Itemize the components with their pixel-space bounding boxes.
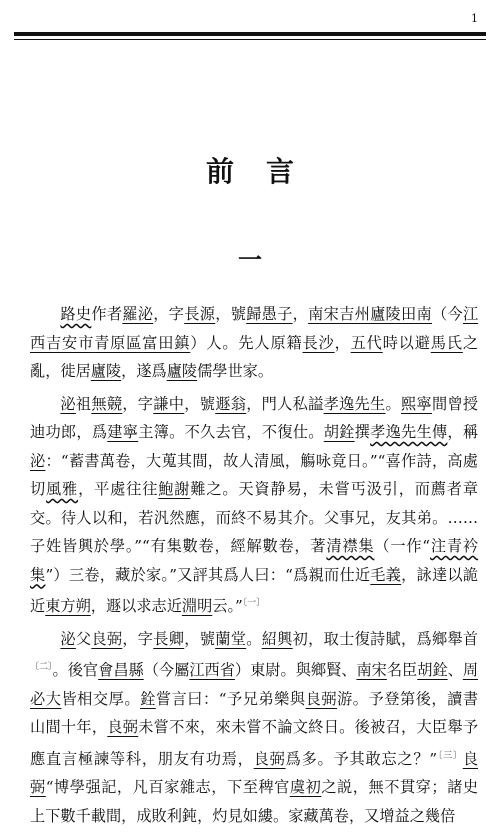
proper-name: 蘭堂: [215, 629, 247, 648]
proper-name: 馬氏: [430, 333, 463, 352]
text-run: ，平處往往: [78, 480, 159, 498]
proper-name: 胡銓: [323, 423, 355, 441]
proper-name: 鮑: [158, 480, 175, 498]
text-run: 難之。天資静易，未嘗丐汲引，而薦者章交。待人以和，若汎然應，而終不易其介。父事兄，友其弟。……子姓皆興於學。”“有集數卷，經解數卷，著: [30, 480, 479, 555]
book-title: 路史: [60, 305, 92, 323]
proper-name: 田南: [401, 305, 432, 323]
paragraph: [30, 390, 478, 621]
proper-name: 歸愚子: [246, 305, 293, 323]
proper-name: 南宋: [356, 661, 387, 680]
proper-name: 東方朔: [45, 597, 91, 616]
text-run: 時以避: [382, 333, 431, 352]
text-run: 皆相交厚。: [61, 689, 141, 708]
proper-name: 淵明: [181, 597, 213, 616]
text-run: 之亂，徙居: [30, 333, 479, 380]
proper-name: 富田鎮: [142, 333, 191, 352]
proper-name: 毛義: [370, 565, 402, 584]
proper-name: 吉州: [339, 305, 371, 323]
text-run: 、: [447, 661, 463, 680]
proper-name: 江西省: [189, 661, 235, 680]
text-run: ，門人私謚: [246, 394, 324, 413]
proper-name: 泌: [30, 451, 46, 470]
proper-name: 孝逸先生: [323, 394, 386, 413]
section-number: 一: [238, 245, 262, 274]
text-run: 間曾授迪功郎，爲: [30, 394, 479, 441]
text-run: ，: [292, 305, 309, 323]
book-title: 孝逸先生傳: [370, 423, 448, 441]
text-run: ”）三卷，藏於家。”又評其爲人曰：“爲親而仕近: [45, 565, 371, 584]
text-run: （今屬: [143, 661, 190, 680]
proper-name: 長沙: [302, 333, 335, 352]
proper-name: 紹興: [261, 629, 293, 648]
text-run: ，字: [122, 394, 154, 413]
proper-name: 吉安市: [46, 333, 95, 352]
text-run: ，稱: [447, 423, 479, 441]
text-run: 游。予登第後，讀書山間十年，: [30, 689, 479, 737]
proper-name: 青原區: [94, 333, 143, 352]
proper-name: 胡銓: [417, 661, 448, 680]
proper-name: 長源: [184, 305, 216, 323]
text-run: ）東尉。與鄉賢、: [234, 661, 357, 680]
page-title: 前言: [205, 155, 326, 188]
text-run: “博學强記，凡百家雜志，下至稗官: [45, 778, 290, 797]
footnote-mark: 〔二〕: [30, 662, 53, 673]
text-run: ）人。先人原籍: [190, 333, 303, 352]
header-rule-thin: [14, 39, 486, 40]
proper-name: 良弼: [253, 749, 286, 768]
proper-name: 良弼: [30, 749, 478, 797]
page-number: 1: [471, 12, 478, 25]
book-title: 注青衿集: [30, 537, 479, 584]
text-run: 。後官: [52, 661, 99, 680]
proper-name: 五代: [350, 333, 383, 352]
text-run: 儒學世家。: [197, 362, 273, 380]
text-run: 嘗言曰：“予兄弟樂與: [155, 689, 306, 708]
proper-name: 無競: [91, 394, 123, 413]
proper-name: 廬陵: [90, 362, 122, 380]
text-run: ，遂爲: [121, 362, 167, 380]
text-run: 。: [246, 629, 262, 648]
text-run: 爲多。予其敢忘之？”: [285, 749, 438, 768]
proper-name: 銓: [140, 689, 156, 708]
proper-name: 遯翁: [215, 394, 247, 413]
paragraph: [30, 300, 478, 386]
text-run: 父: [75, 629, 92, 648]
text-run: 主簿。不久去官，不復仕。: [138, 423, 324, 441]
text-run: ，: [334, 333, 351, 352]
text-run: 作者: [91, 305, 123, 323]
proper-name: 廬陵: [370, 305, 402, 323]
text-run: （一作“: [374, 537, 431, 555]
proper-name: 良弼: [91, 629, 123, 648]
proper-name: 長卿: [153, 629, 185, 648]
proper-name: 江西: [30, 305, 479, 352]
footnote-mark: 〔三〕: [437, 750, 463, 761]
footnote-mark: 〔一〕: [242, 598, 266, 608]
body-text: [30, 300, 478, 834]
text-run: 之説，無不貫穿；諸史上下數千載間，成敗利鈍，灼見如縷。家藏萬卷，又增益之幾倍: [30, 778, 479, 825]
proper-name: 羅泌: [122, 305, 154, 323]
text-run: ，詠達以詭近: [30, 565, 479, 616]
book-title: 清襟集: [326, 537, 375, 555]
proper-name: 南宋: [308, 305, 340, 323]
paragraph: [30, 625, 478, 831]
proper-name: 周必大: [30, 661, 479, 708]
proper-name: 熙寧: [401, 394, 432, 413]
proper-name: 謙中: [153, 394, 185, 413]
text-run: ，號: [215, 305, 247, 323]
proper-name: 廬陵: [166, 362, 198, 380]
text-run: 初，取士復詩賦，爲鄉舉首: [292, 629, 479, 648]
proper-name: 泌: [60, 394, 76, 413]
text-run: ：“蓄書萬卷，大蒐其間，故人清風，觴咏竟日。”“喜作詩，高處切: [30, 451, 478, 498]
text-run: ，遯以求志近: [90, 597, 182, 616]
proper-name: 虞初: [289, 778, 322, 797]
text-run: 云。”: [212, 597, 243, 616]
text-run: 未嘗不來，來未嘗不論文終日。後被召，大臣舉予應直言極諫等科，朋友有功焉，: [30, 718, 479, 768]
proper-name: 良弼: [305, 689, 338, 708]
text-run: 名臣: [386, 661, 418, 680]
proper-name: 泌: [60, 629, 76, 648]
text-run: 祖: [75, 394, 92, 413]
text-run: ，字: [153, 305, 185, 323]
book-title: 風雅: [46, 480, 79, 498]
text-run: 撰: [354, 423, 371, 441]
text-run: 。: [385, 394, 401, 413]
text-run: ，號: [184, 629, 216, 648]
text-run: ，字: [122, 629, 154, 648]
proper-name: 良弼: [107, 718, 139, 737]
header-rule-thick: [14, 32, 486, 36]
text-run: （今: [432, 305, 463, 323]
proper-name: 會昌縣: [98, 661, 144, 680]
text-run: ，號: [184, 394, 216, 413]
proper-name: 建寧: [107, 423, 139, 441]
proper-name: 謝: [174, 480, 191, 498]
